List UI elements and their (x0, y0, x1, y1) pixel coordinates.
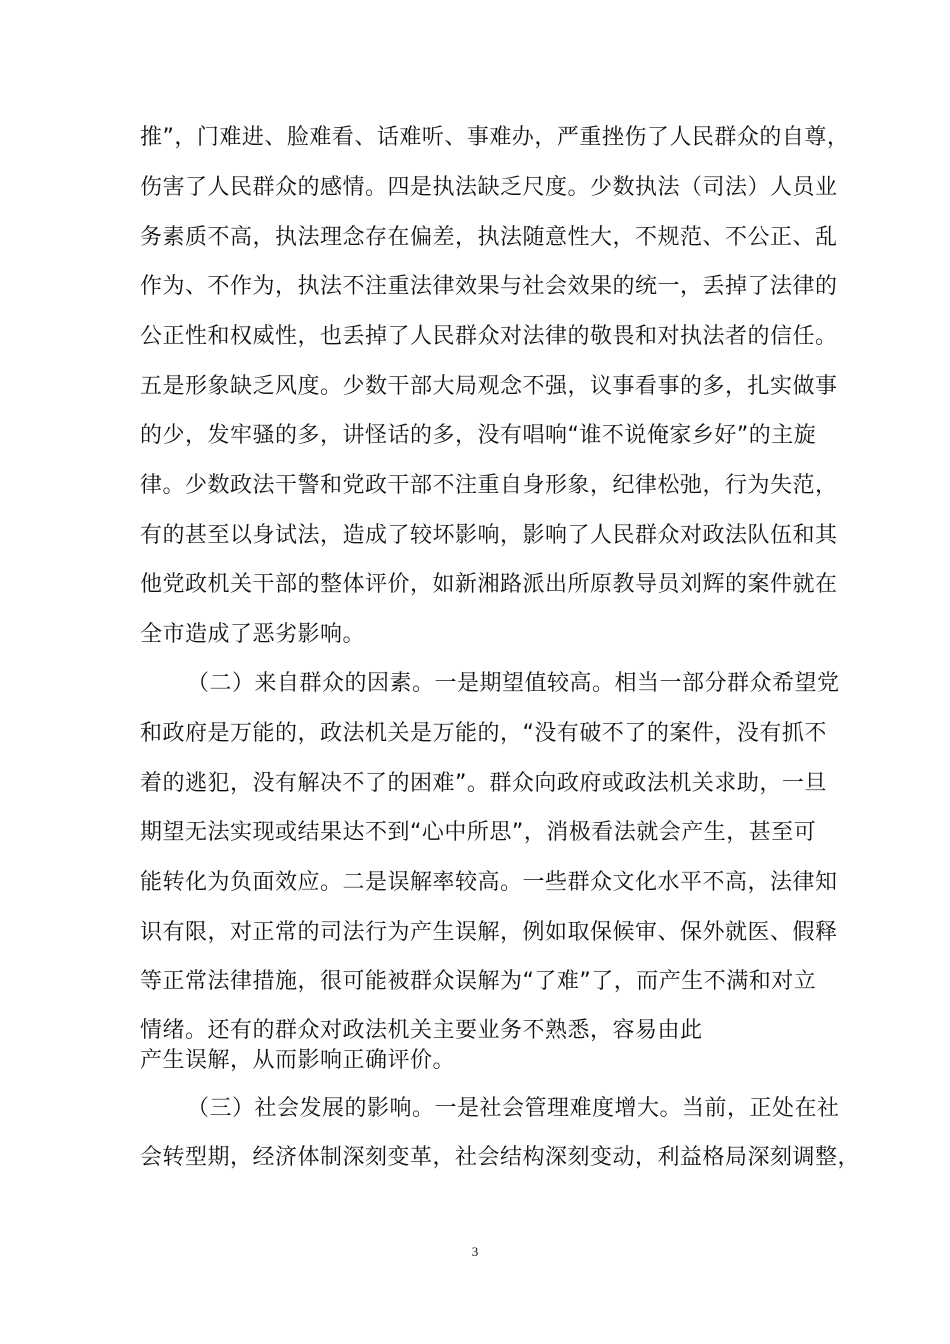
text-line: 有的甚至以身试法，造成了较坏影响，影响了人民群众对政法队伍和其 (140, 523, 838, 548)
text-line: 情绪。还有的群众对政法机关主要业务不熟悉，容易由此 (140, 1018, 703, 1043)
text-line: 全市造成了恶劣影响。 (140, 622, 366, 647)
text-line: 五是形象缺乏风度。少数干部大局观念不强，议事看事的多，扎实做事 (140, 374, 838, 399)
text-line: 他党政机关干部的整体评价，如新湘路派出所原教导员刘辉的案件就在 (140, 572, 838, 597)
paragraph-start-line: （二）来自群众的因素。一是期望值较高。相当一部分群众希望党 (187, 671, 840, 696)
text-line: 公正性和权威性，也丢掉了人民群众对法律的敬畏和对执法者的信任。 (140, 324, 838, 349)
text-line: 期望无法实现或结果达不到“心中所思”，消极看法就会产生，甚至可 (140, 820, 817, 845)
text-line: 作为、不作为，执法不注重法律效果与社会效果的统一，丢掉了法律的 (140, 274, 838, 299)
text-line: 能转化为负面效应。二是误解率较高。一些群众文化水平不高，法律知 (140, 870, 838, 895)
text-line: 会转型期，经济体制深刻变革，社会结构深刻变动，利益格局深刻调整， (140, 1145, 861, 1170)
text-line: 着的逃犯，没有解决不了的困难”。群众向政府或政法机关求助，一旦 (140, 771, 827, 796)
text-line: 和政府是万能的，政法机关是万能的，“没有破不了的案件，没有抓不 (140, 721, 827, 746)
text-line: 伤害了人民群众的感情。四是执法缺乏尺度。少数执法（司法）人员业 (140, 175, 838, 200)
text-line: 识有限，对正常的司法行为产生误解，例如取保候审、保外就医、假释 (140, 920, 838, 945)
text-line: 律。少数政法干警和党政干部不注重自身形象，纪律松弛，行为失范， (140, 473, 838, 498)
text-line: 务素质不高，执法理念存在偏差，执法随意性大，不规范、不公正、乱 (140, 225, 838, 250)
text-line: 等正常法律措施，很可能被群众误解为“了难”了，而产生不满和对立 (140, 969, 817, 994)
text-line: 产生误解，从而影响正确评价。 (140, 1048, 456, 1073)
paragraph-start-line: （三）社会发展的影响。一是社会管理难度增大。当前，正处在社 (187, 1096, 840, 1121)
text-line: 推”，门难进、脸难看、话难听、事难办，严重挫伤了人民群众的自尊， (140, 125, 850, 150)
page-number: 3 (471, 1244, 479, 1259)
text-line: 的少，发牢骚的多，讲怪话的多，没有唱响“谁不说俺家乡好”的主旋 (140, 423, 817, 448)
